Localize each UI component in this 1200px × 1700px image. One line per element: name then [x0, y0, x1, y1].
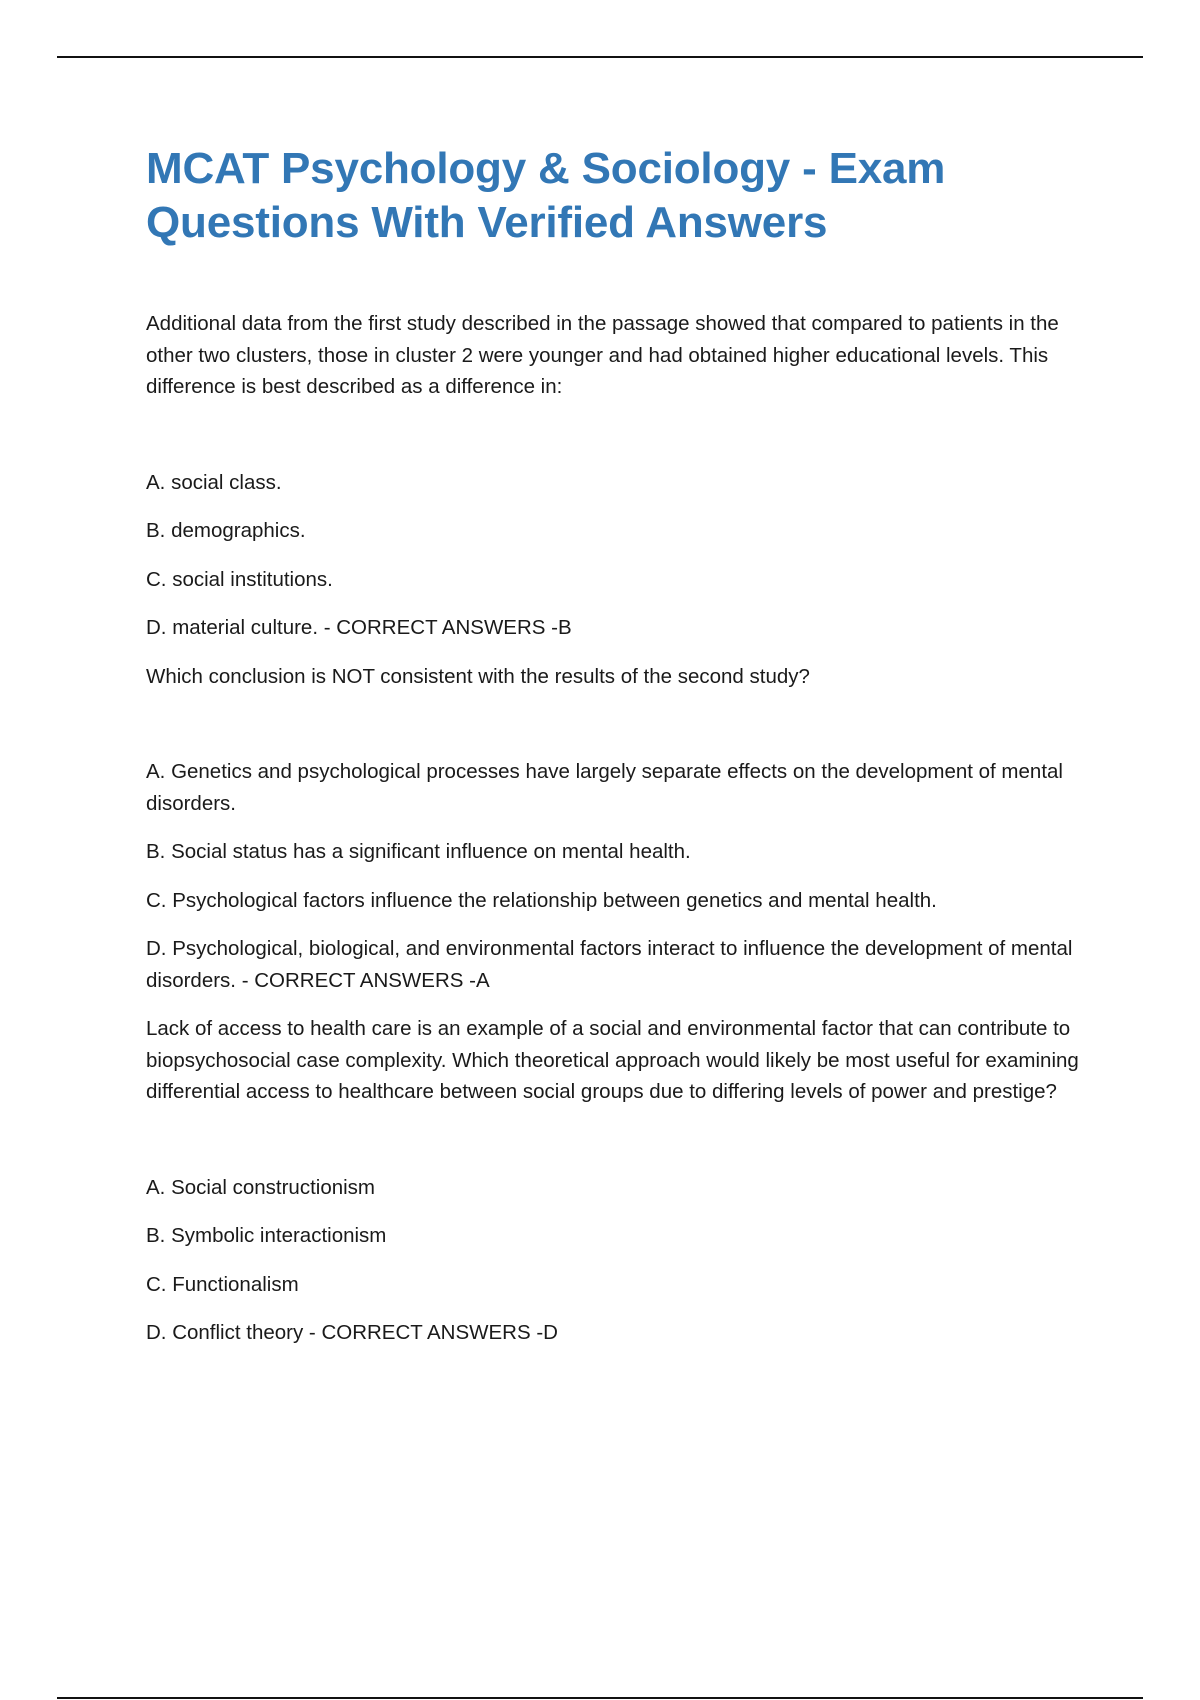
answer-option-a: A. social class.: [146, 470, 282, 494]
answer-option-d: D. material culture. - CORRECT ANSWERS -B: [146, 616, 572, 639]
answer-option-c: C. Psychological factors influence the relationship between genetics and mental health.: [146, 888, 937, 912]
header-rule: [57, 56, 1143, 58]
question-text: Lack of access to health care is an example of a social and environmental factor that can contribute to biopsychosocial case complexity. Which theoretical approach would likely be most useful for examining differential access to healthcare between social groups due to differing levels of power and prestige?: [146, 1017, 1079, 1103]
answer-option-b: B. demographics.: [146, 519, 306, 542]
question-text: Which conclusion is NOT consistent with the results of the second study?: [146, 664, 810, 688]
document-title: MCAT Psychology & Sociology - Exam Questions With Verified Answers: [146, 144, 946, 247]
question-block-3: [146, 1013, 1096, 1349]
answer-option-b: B. Symbolic interactionism: [146, 1224, 387, 1247]
footer-rule: [57, 1697, 1143, 1699]
answer-option-a: A. Social constructionism: [146, 1175, 376, 1199]
document-body: [146, 142, 1096, 1366]
question-text: Additional data from the first study described in the passage showed that compared to patients in the other two clusters, those in cluster 2 were younger and had obtained higher educational levels. This difference is best described as a difference in:: [146, 312, 1059, 398]
answer-option-c: C. social institutions.: [146, 567, 333, 591]
answer-option-a: A. Genetics and psychological processes have largely separate effects on the development of mental disorders.: [146, 760, 1063, 815]
question-list: [146, 308, 1096, 1349]
question-block-1: [146, 308, 1096, 644]
answer-option-d: D. Psychological, biological, and environmental factors interact to influence the development of mental disorders. - CORRECT ANSWERS -A: [146, 937, 1073, 992]
answer-option-c: C. Functionalism: [146, 1272, 299, 1296]
question-block-2: [146, 661, 1096, 997]
answer-option-d: D. Conflict theory - CORRECT ANSWERS -D: [146, 1321, 558, 1344]
answer-option-b: B. Social status has a significant influence on mental health.: [146, 840, 691, 863]
